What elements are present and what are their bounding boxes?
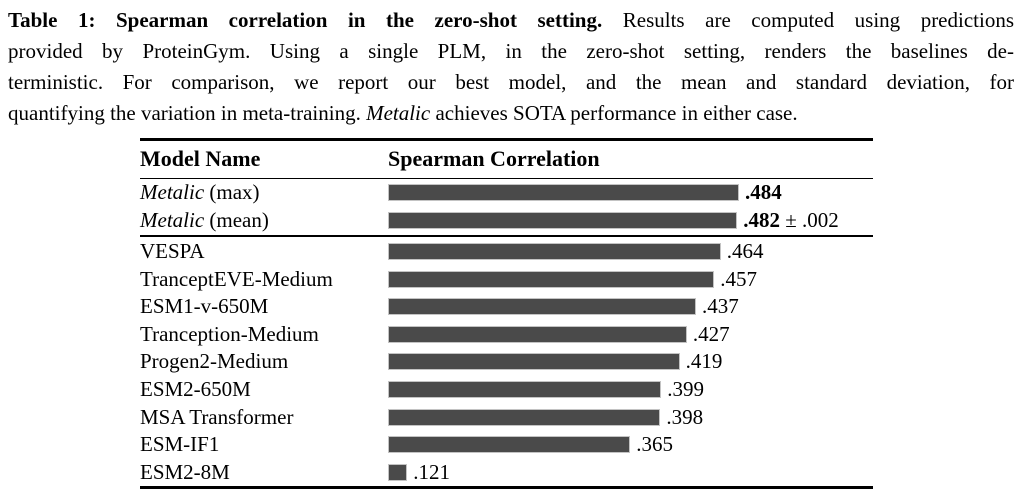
bar bbox=[388, 464, 407, 481]
model-name-text: ESM-IF1 bbox=[140, 432, 220, 457]
bar-cell bbox=[388, 267, 873, 292]
table-row bbox=[140, 207, 873, 235]
model-name-cell bbox=[140, 239, 388, 264]
model-name-text: ESM2-8M bbox=[140, 459, 230, 484]
table-row bbox=[140, 431, 873, 459]
model-name-cell bbox=[140, 208, 388, 233]
column-header-model-name: Model Name bbox=[140, 146, 261, 171]
model-name-italic: Metalic bbox=[140, 207, 205, 232]
table-row bbox=[140, 376, 873, 404]
bar bbox=[388, 243, 721, 260]
model-name-text: ESM2-650M bbox=[140, 376, 251, 401]
table-header-row bbox=[140, 141, 873, 178]
model-name-text: Tranception-Medium bbox=[140, 321, 319, 346]
bar-cell bbox=[388, 460, 873, 485]
bar bbox=[388, 212, 737, 229]
model-name-cell bbox=[140, 267, 388, 292]
bar-value-label: .398 bbox=[666, 404, 704, 429]
table-bottom-rule bbox=[140, 486, 873, 489]
column-header-spearman-correlation: Spearman Correlation bbox=[388, 146, 600, 171]
bar bbox=[388, 271, 714, 288]
bar-value-label: .457 bbox=[720, 266, 758, 291]
table-row bbox=[140, 458, 873, 486]
table-row bbox=[140, 320, 873, 348]
bar-cell bbox=[388, 294, 873, 319]
bar-cell bbox=[388, 405, 873, 430]
model-name-text: Progen2-Medium bbox=[140, 349, 289, 374]
bar-value-label: .437 bbox=[702, 294, 739, 319]
table-row bbox=[140, 293, 873, 321]
table-row bbox=[140, 238, 873, 266]
model-name-text: (mean) bbox=[204, 207, 269, 232]
table-row bbox=[140, 348, 873, 376]
caption-metalic-italic: Metalic bbox=[366, 101, 431, 125]
model-name-cell bbox=[140, 180, 388, 205]
model-name-text: MSA Transformer bbox=[140, 404, 294, 429]
table-row bbox=[140, 265, 873, 293]
model-name-text: VESPA bbox=[140, 238, 205, 263]
bar-value-label: .365 bbox=[636, 432, 673, 457]
model-name-italic: Metalic bbox=[140, 180, 205, 205]
table-rows bbox=[140, 179, 873, 486]
bar-cell bbox=[388, 322, 873, 347]
model-name-cell bbox=[140, 349, 388, 374]
model-name-cell bbox=[140, 322, 388, 347]
bar-value-suffix: ± .002 bbox=[779, 207, 839, 232]
bar bbox=[388, 326, 687, 343]
table-mid-rule bbox=[140, 235, 873, 237]
table-row bbox=[140, 403, 873, 431]
bar bbox=[388, 436, 630, 453]
model-name-text: ESM1-v-650M bbox=[140, 294, 269, 319]
bar-cell bbox=[388, 377, 873, 402]
caption-line-4 bbox=[8, 98, 1014, 129]
bar bbox=[388, 381, 661, 398]
bar-value-label: .419 bbox=[685, 349, 723, 374]
model-name-cell bbox=[140, 405, 388, 430]
bar bbox=[388, 184, 739, 201]
model-name-cell bbox=[140, 294, 388, 319]
caption-line-1 bbox=[8, 5, 1014, 36]
bar-cell bbox=[388, 208, 873, 233]
model-name-cell bbox=[140, 460, 388, 485]
bar-value-label: .464 bbox=[726, 238, 764, 263]
model-name-cell bbox=[140, 377, 388, 402]
model-name-text: (max) bbox=[204, 180, 260, 205]
bar bbox=[388, 353, 680, 370]
model-name-text: TranceptEVE-Medium bbox=[140, 266, 333, 291]
bar-value-label: .482 bbox=[743, 207, 780, 232]
bar-cell bbox=[388, 180, 873, 205]
caption-title: Table 1: Spearman correlation in the zero-shot setting. bbox=[8, 8, 603, 32]
caption-line-4-pre: quantifying the variation in meta-training. bbox=[8, 101, 367, 125]
caption-line-2: provided by ProteinGym. Using a single PLM, in the zero-shot setting, renders the baselines de- bbox=[8, 39, 1014, 63]
bar bbox=[388, 409, 660, 426]
caption-line-3: terministic. For comparison, we report our best model, and the mean and standard deviation, for bbox=[8, 70, 1014, 94]
bar-value-label: .427 bbox=[692, 321, 730, 346]
bar-cell bbox=[388, 432, 873, 457]
table-caption bbox=[8, 5, 1014, 129]
results-table bbox=[140, 138, 873, 489]
bar-value-label: .484 bbox=[745, 180, 782, 205]
bar-value-label: .121 bbox=[413, 459, 450, 484]
bar-cell bbox=[388, 239, 873, 264]
caption-line-1-rest: Results are computed using predictions bbox=[602, 8, 1015, 32]
caption-line-4-post: achieves SOTA performance in either case. bbox=[430, 101, 798, 125]
bar-value-label: .399 bbox=[667, 376, 705, 401]
bar-cell bbox=[388, 349, 873, 374]
model-name-cell bbox=[140, 432, 388, 457]
table-row bbox=[140, 179, 873, 207]
bar bbox=[388, 298, 696, 315]
